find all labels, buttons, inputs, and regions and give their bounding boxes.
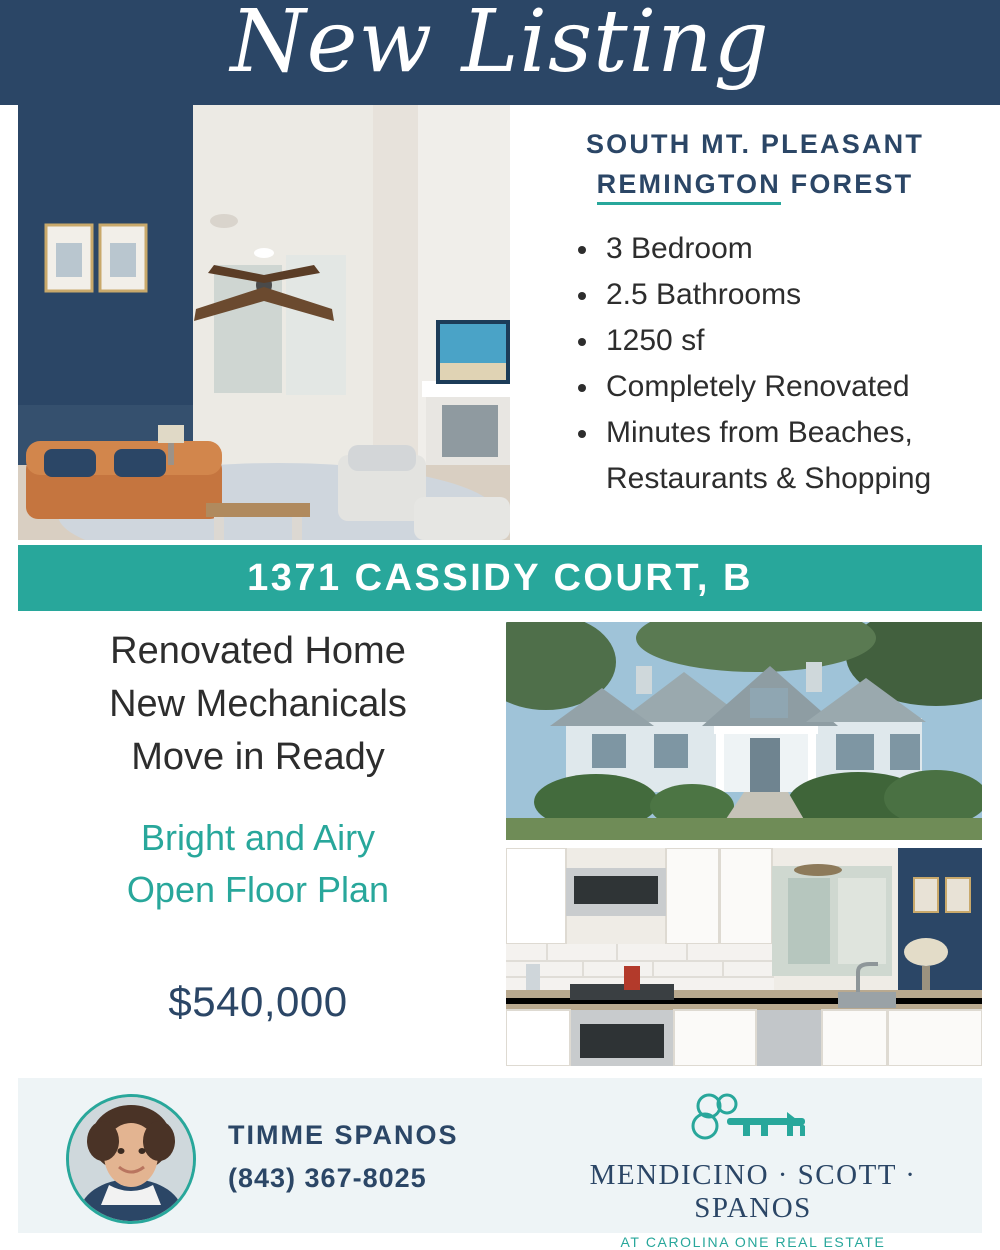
brokerage-name: MENDICINO · SCOTT · SPANOS [589, 1159, 917, 1224]
header-banner [0, 0, 1000, 105]
agent-name: TIMME SPANOS [228, 1120, 459, 1150]
neighborhood-forest: FOREST [790, 169, 914, 199]
feature-list [520, 226, 990, 502]
neighborhood-line-1: SOUTH MT. PLEASANT [585, 129, 925, 159]
kitchen-photo [506, 848, 982, 1066]
living-room-photo [18, 105, 510, 540]
agent-info [228, 1120, 528, 1194]
copy-column [18, 625, 498, 1026]
address-banner [18, 545, 982, 611]
accent-line: Bright and Airy [140, 817, 376, 858]
property-address: 1371 CASSIDY COURT, B [247, 556, 753, 599]
footer-bar [18, 1078, 982, 1250]
agent-portrait [69, 1097, 193, 1221]
flyer-title: New Listing [230, 0, 770, 92]
brokerage-branding [538, 1092, 968, 1250]
neighborhood-underlined: REMINGTON [597, 169, 781, 205]
home-exterior-photo [506, 622, 982, 840]
list-item: Completely Renovated [578, 364, 990, 410]
neighborhood-heading [520, 124, 990, 204]
avatar [66, 1094, 196, 1224]
list-item: 2.5 Bathrooms [578, 272, 990, 318]
price-text: $540,000 [168, 978, 348, 1025]
neighborhood-line-2 [520, 164, 990, 204]
living-room-illustration [18, 105, 510, 540]
brokerage-tagline: AT CAROLINA ONE REAL ESTATE [620, 1234, 886, 1250]
accent-line: Open Floor Plan [126, 869, 390, 910]
list-item: 1250 sf [578, 318, 990, 364]
highlight-line: Move in Ready [131, 736, 385, 778]
exterior-illustration [506, 622, 982, 840]
listing-details [520, 112, 990, 540]
agent-phone[interactable]: (843) 367-8025 [228, 1163, 427, 1193]
key-house-logo-icon [683, 1092, 823, 1152]
list-item: Minutes from Beaches, Restaurants & Shopping [578, 410, 990, 502]
list-item: 3 Bedroom [578, 226, 990, 272]
kitchen-illustration [506, 848, 982, 1066]
highlight-line: New Mechanicals [109, 683, 407, 725]
highlight-line: Renovated Home [110, 630, 406, 672]
